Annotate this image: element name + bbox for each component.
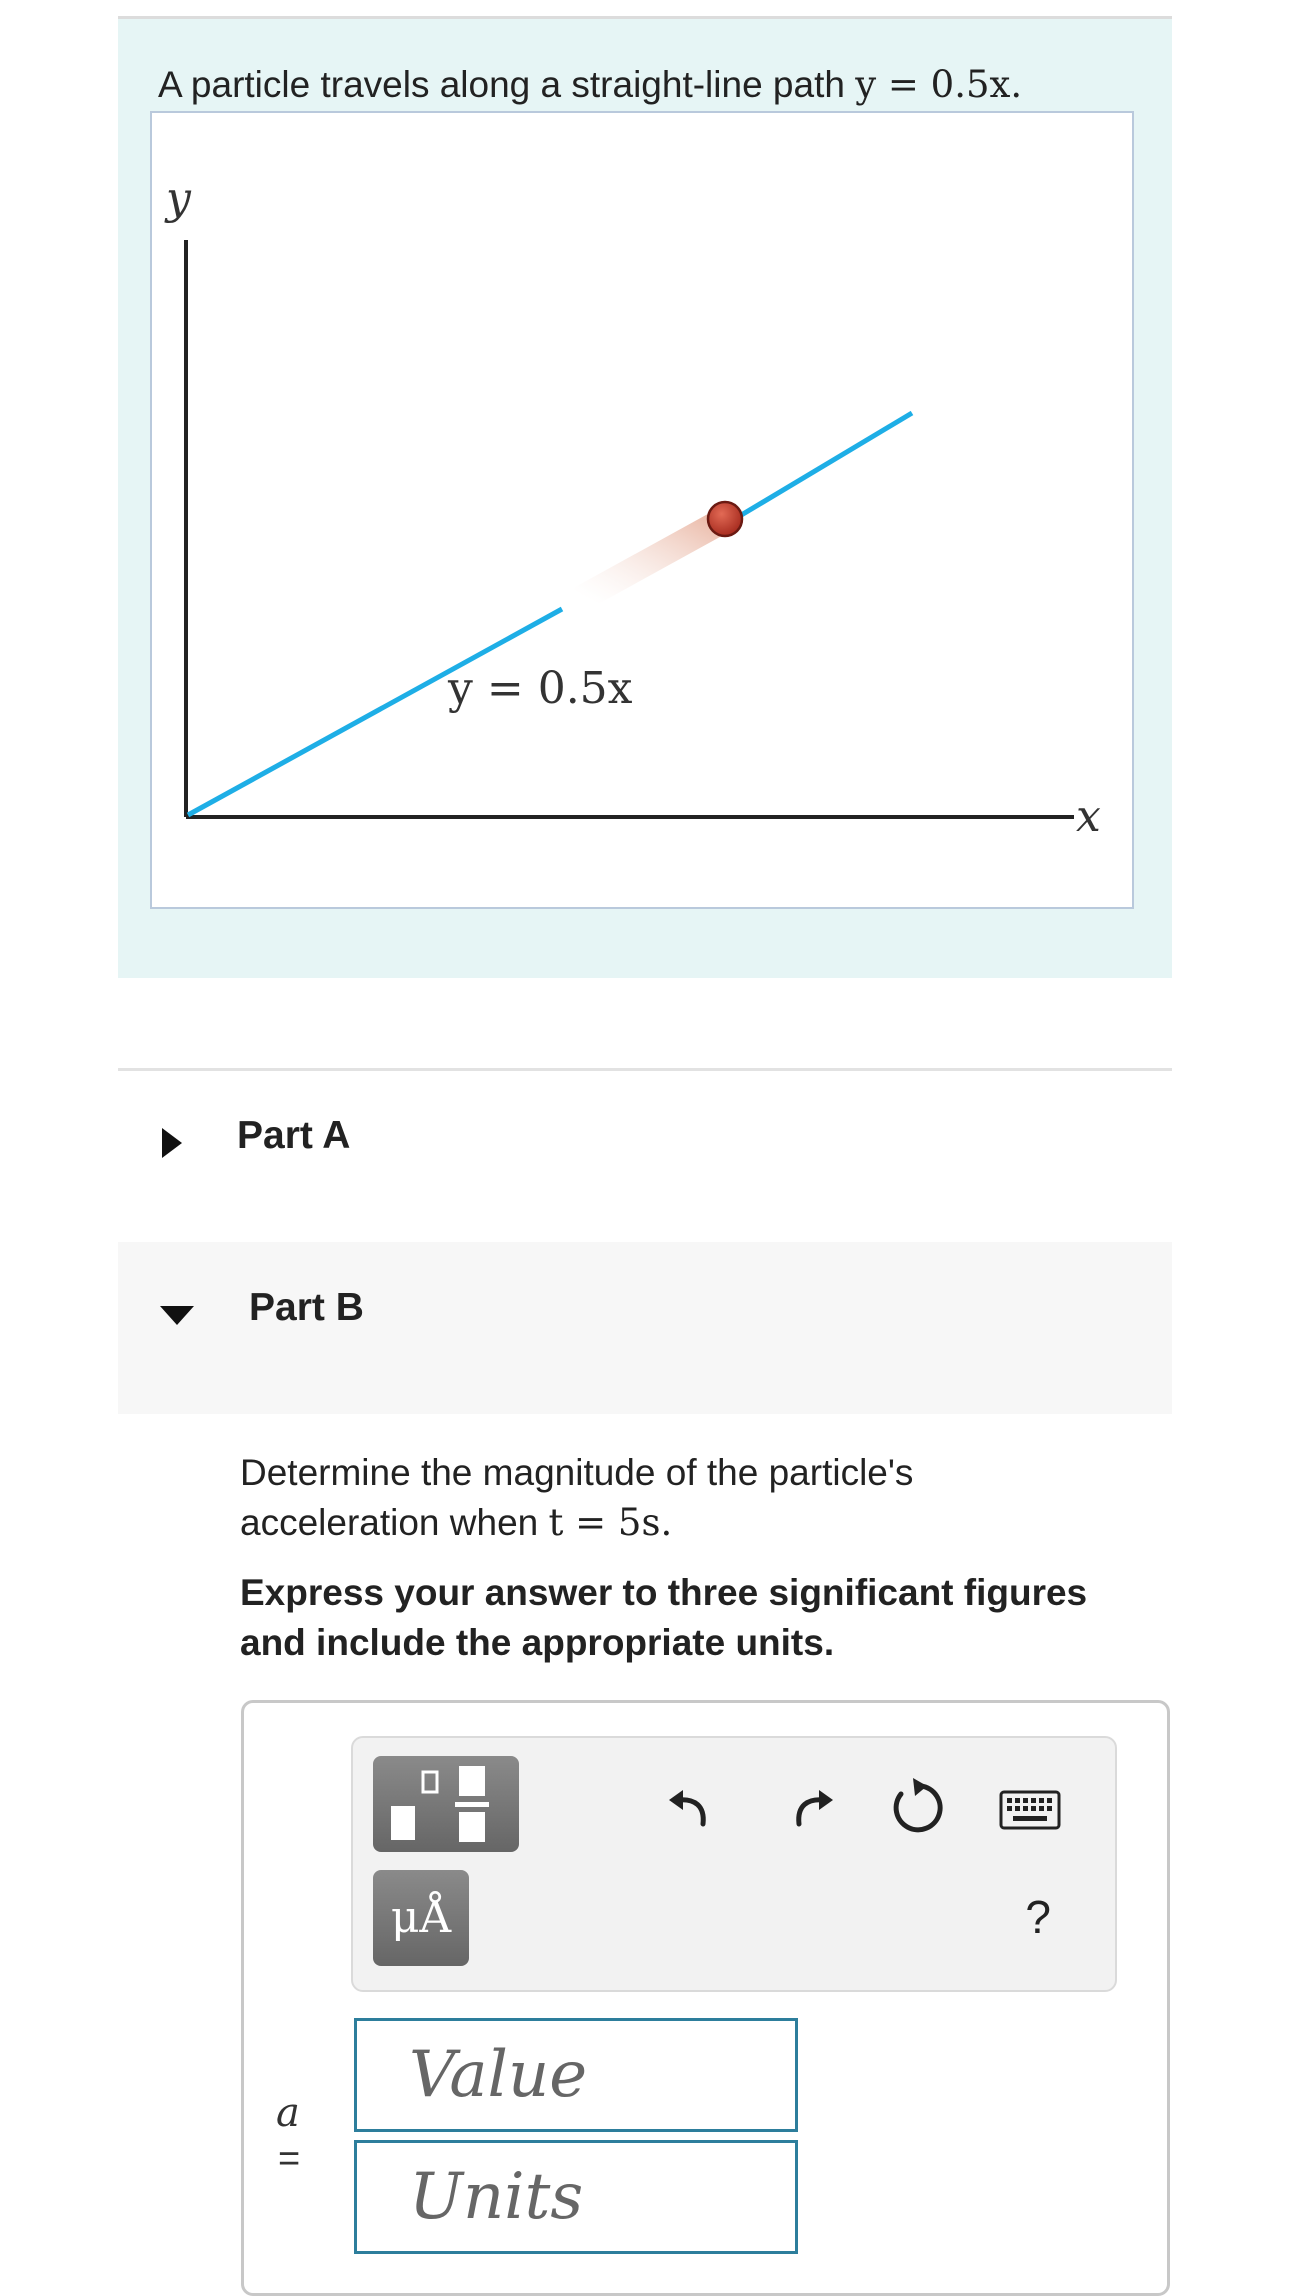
y-axis-label: y bbox=[166, 173, 191, 224]
intro-text: A particle travels along a straight-line path bbox=[158, 64, 845, 105]
math-toolbar bbox=[351, 1736, 1117, 1992]
value-input[interactable] bbox=[354, 2018, 798, 2132]
part-a-title: Part A bbox=[237, 1114, 351, 1157]
units-button[interactable] bbox=[373, 1870, 469, 1966]
question-text bbox=[240, 1448, 1200, 1548]
part-b-title: Part B bbox=[249, 1286, 364, 1329]
question-line-1: Determine the magnitude of the particle's bbox=[240, 1452, 914, 1493]
units-input[interactable] bbox=[354, 2140, 798, 2254]
instruction-line-2: and include the appropriate units. bbox=[240, 1622, 835, 1663]
path-line-upper bbox=[738, 413, 912, 517]
templates-icon bbox=[373, 1756, 519, 1852]
instruction-line-1: Express your answer to three significant figures bbox=[240, 1572, 1088, 1613]
answer-variable: a bbox=[276, 2090, 300, 2136]
intro-math: y = 0.5x. bbox=[855, 63, 1023, 106]
particle bbox=[708, 502, 742, 536]
figure bbox=[150, 111, 1134, 909]
path-trail bbox=[584, 521, 722, 597]
templates-button[interactable] bbox=[373, 1756, 519, 1852]
question-line-2 bbox=[240, 1498, 1200, 1548]
problem-statement bbox=[158, 63, 1022, 106]
part-a-header[interactable] bbox=[118, 1072, 1172, 1242]
help-icon[interactable]: ? bbox=[1025, 1891, 1051, 1943]
question-math: t = 5s. bbox=[548, 1501, 673, 1544]
figure-graphic bbox=[152, 113, 1132, 907]
equals-sign: = bbox=[278, 2138, 301, 2180]
redo-icon[interactable] bbox=[781, 1772, 841, 1832]
question-line-2-text: acceleration when bbox=[240, 1502, 539, 1543]
reset-icon[interactable] bbox=[887, 1776, 947, 1836]
expanded-arrow-icon bbox=[160, 1306, 194, 1325]
section-divider bbox=[118, 1068, 1172, 1071]
part-b-header[interactable] bbox=[118, 1242, 1172, 1414]
line-equation-label: y = 0.5x bbox=[448, 663, 633, 714]
keyboard-icon[interactable] bbox=[999, 1790, 1061, 1830]
problem-panel bbox=[118, 16, 1172, 978]
collapsed-arrow-icon bbox=[162, 1128, 182, 1158]
instruction-text bbox=[240, 1568, 1200, 1668]
undo-icon[interactable] bbox=[661, 1772, 721, 1832]
units-icon: μÅ bbox=[390, 1892, 452, 1943]
x-axis-label: x bbox=[1076, 791, 1101, 842]
